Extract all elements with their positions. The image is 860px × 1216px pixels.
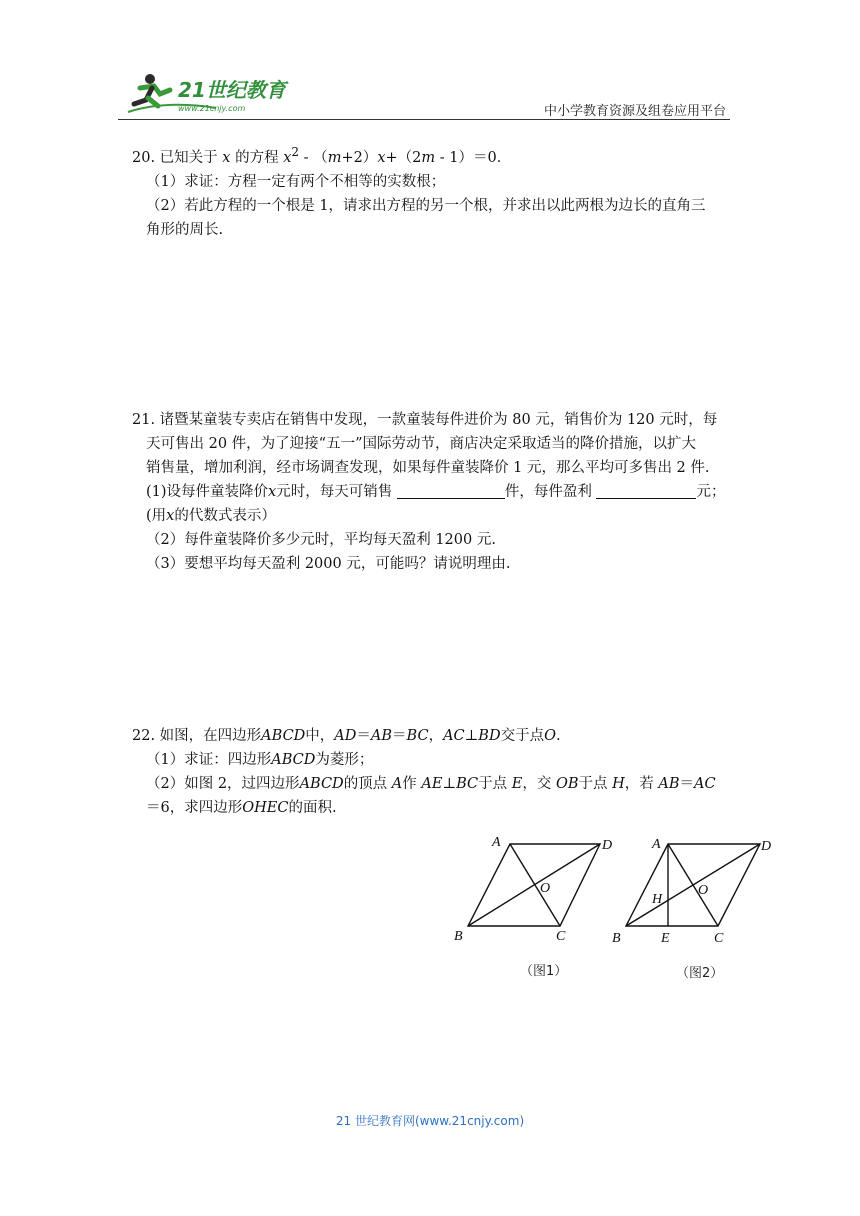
question-20-part-1: （1）求证：方程一定有两个不相等的实数根； bbox=[146, 173, 446, 190]
label-d: D bbox=[602, 838, 613, 853]
question-21-stem-line-1: 21. 诸暨某童装专卖店在销售中发现，一款童装每件进价为 80 元，销售价为 120 元时，每 bbox=[132, 412, 718, 428]
label-a: A bbox=[492, 835, 501, 850]
label-c: C bbox=[556, 929, 566, 944]
logo-url: www.21cnjy.com bbox=[178, 104, 246, 113]
label-e: E bbox=[661, 931, 670, 946]
diagonal-bd bbox=[626, 844, 760, 926]
answer-blank-quantity[interactable] bbox=[397, 482, 505, 499]
question-22-part-2-cont: ＝6，求四边形OHEC的面积. bbox=[146, 800, 337, 816]
question-20 bbox=[132, 140, 732, 242]
question-21-part-1-cont: (用x的代数式表示） bbox=[146, 508, 276, 524]
label-b: B bbox=[612, 931, 621, 946]
question-21 bbox=[132, 408, 732, 576]
header-divider bbox=[118, 119, 730, 120]
footer-link[interactable]: 21 世纪教育网(www.21cnjy.com) bbox=[335, 1114, 525, 1128]
logo-text: 21世纪教育 bbox=[178, 78, 286, 102]
figure-1-caption: （图1） bbox=[520, 964, 568, 979]
figure-2 bbox=[606, 828, 782, 978]
question-21-part-3: （3）要想平均每天盈利 2000 元，可能吗？请说明理由. bbox=[146, 556, 511, 572]
label-d: D bbox=[761, 839, 772, 854]
question-21-part-2: （2）每件童装降价多少元时，平均每天盈利 1200 元. bbox=[146, 532, 496, 548]
question-20-part-2: （2）若此方程的一个根是 1，请求出方程的另一个根，并求出以此两根为边长的直角三 bbox=[146, 197, 706, 214]
logo bbox=[126, 70, 306, 116]
figure-1-diagram bbox=[448, 828, 613, 978]
page-header bbox=[118, 66, 730, 120]
label-o: O bbox=[698, 883, 709, 898]
figure-2-caption: （图2） bbox=[676, 966, 724, 981]
question-22-part-1: （1）求证：四边形ABCD为菱形； bbox=[146, 752, 374, 768]
question-21-part-1: (1)设每件童装降价x元时，每天可销售 件，每件盈利 元； bbox=[146, 484, 726, 500]
label-b: B bbox=[454, 929, 463, 944]
header-tagline: 中小学教育资源及组卷应用平台 bbox=[543, 104, 726, 119]
label-h: H bbox=[652, 892, 663, 907]
question-22-stem: 22. 如图，在四边形ABCD中，AD＝AB＝BC，AC⊥BD交于点O. bbox=[132, 728, 561, 744]
question-20-part-2-cont: 角形的周长. bbox=[146, 221, 224, 238]
question-21-stem-line-2: 天可售出 20 件，为了迎接“五一”国际劳动节，商店决定采取适当的降价措施，以扩大 bbox=[146, 436, 696, 452]
label-o: O bbox=[540, 881, 551, 896]
question-22 bbox=[132, 724, 732, 820]
question-20-stem: 20. 已知关于 x 的方程 $x^2 - (m+2)x+(2m - 1)=0$． bbox=[132, 145, 512, 166]
question-22-part-2: （2）如图 2，过四边形ABCD的顶点 A作 AE⊥BC于点 E，交 OB于点 H，若 AB＝AC bbox=[146, 776, 716, 792]
question-21-stem-line-3: 销售量，增加利润，经市场调查发现，如果每件童装降价 1 元，那么平均可多售出 2 件. bbox=[146, 460, 710, 476]
answer-blank-profit[interactable] bbox=[596, 482, 696, 499]
figure-2-diagram bbox=[606, 828, 782, 978]
figure-1 bbox=[448, 828, 613, 978]
label-a: A bbox=[652, 837, 661, 852]
label-c: C bbox=[714, 931, 724, 946]
